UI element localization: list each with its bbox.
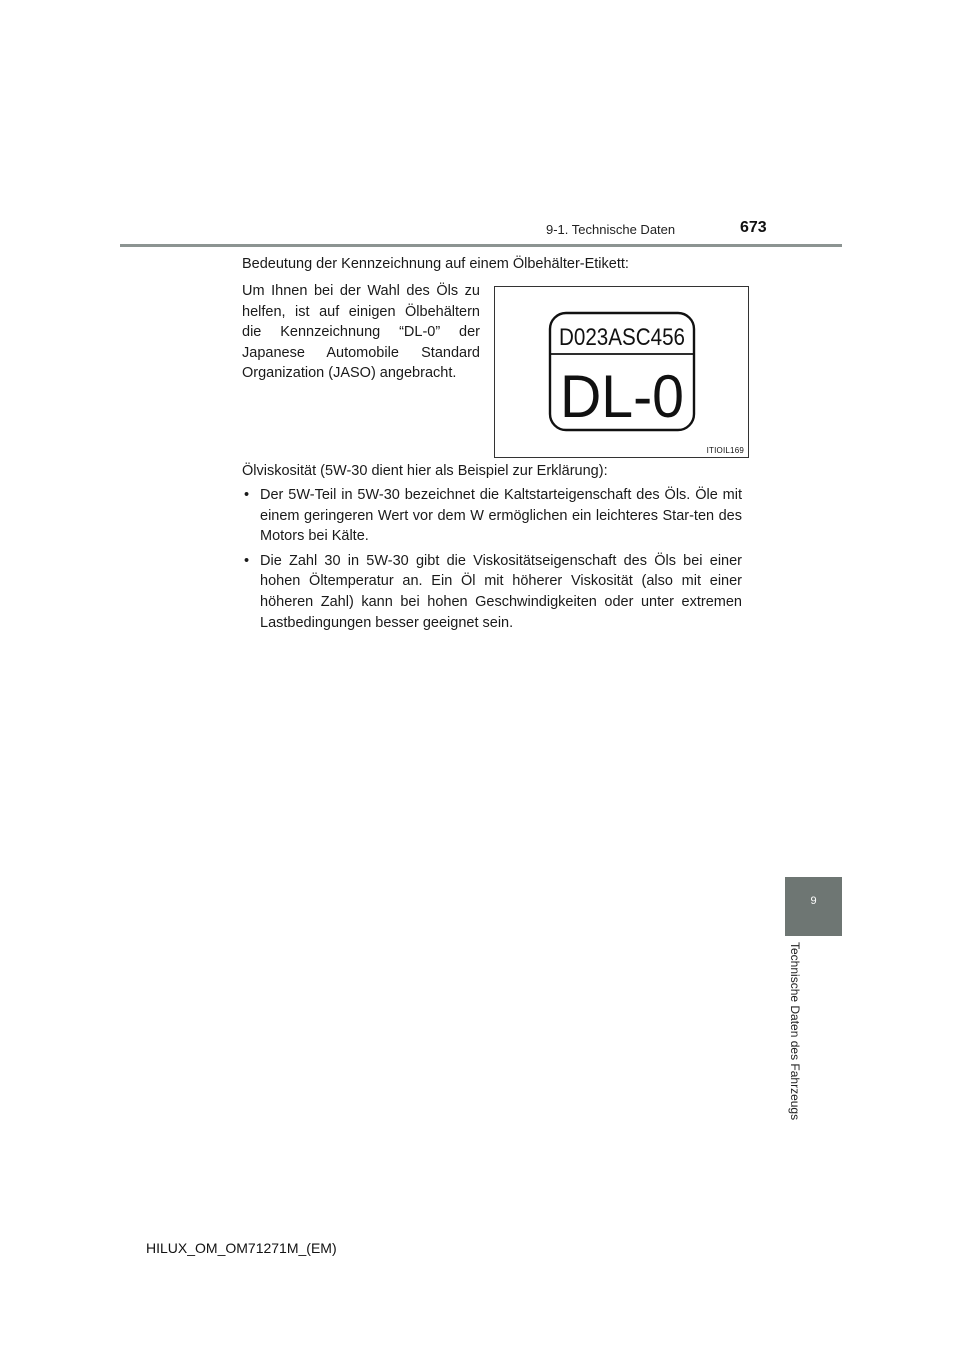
document-id: HILUX_OM_OM71271M_(EM): [146, 1240, 337, 1256]
list-item: [242, 485, 742, 547]
chapter-title-vertical: [788, 942, 804, 1142]
oil-label-illustration: [495, 287, 748, 457]
jaso-paragraph: Um Ihnen bei der Wahl des Öls zu helfen, ist auf einigen Ölbehältern die Kennzeichnung “DL-0” der Japanese Automobile Standard Organization (JASO) angebracht.: [242, 283, 480, 382]
section-title: 9-1. Technische Daten: [546, 222, 676, 237]
oil-label-figure: [494, 286, 749, 458]
intro-text: Bedeutung der Kennzeichnung auf einem Ölbehälter-Etikett:: [242, 256, 629, 272]
list-item-text: Der 5W-Teil in 5W-30 bezeichnet die Kaltstarteigenschaft des Öls. Öle mit einem geringeren Wert vor dem W ermöglichen ein leichteres Star-ten des Motors bei Kälte.: [260, 487, 742, 545]
list-item: [242, 551, 742, 633]
viscosity-list: [242, 485, 742, 637]
page-number: 673: [740, 219, 767, 236]
header-divider: [120, 244, 842, 247]
bullet-icon: •: [244, 487, 250, 503]
label-code-text: D023ASC456: [559, 324, 685, 351]
viscosity-title: Ölviskosität (5W-30 dient hier als Beispiel zur Erklärung):: [242, 463, 608, 479]
chapter-title: Technische Daten des Fahrzeugs: [788, 942, 802, 1121]
chapter-tab: [785, 877, 842, 936]
bullet-icon: •: [244, 552, 250, 569]
figure-code: ITIOIL169: [706, 446, 744, 455]
label-mark-text: DL-0: [560, 363, 684, 430]
chapter-number: 9: [810, 895, 817, 907]
list-item-text: Die Zahl 30 in 5W-30 gibt die Viskositätseigenschaft des Öls bei einer hohen Öltemperatur an. Ein Öl mit höherer Viskosität (also mit einer höheren Zahl) kann bei hohen Geschwindigkeiten oder unter extremen Lastbedingungen besser geeignet sein.: [260, 552, 742, 631]
